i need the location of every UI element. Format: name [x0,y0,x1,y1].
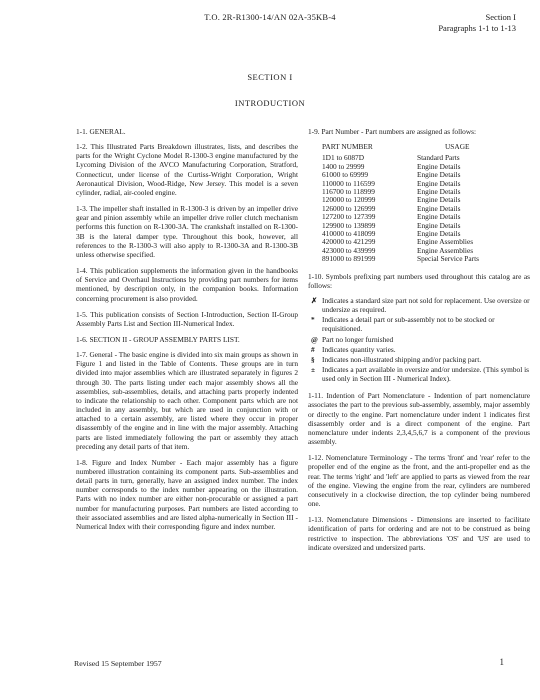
symbol-entry [308,355,530,364]
part-number-range: 129900 to 139899 [322,220,376,230]
symbol-description: Indicates a part available in oversize and/or undersize. (This symbol is used only in Section III - Numerical Index). [322,365,529,384]
symbol-description: Part no longer furnished [322,334,394,344]
part-number-range: 891000 to 891999 [322,254,376,264]
part-usage: Engine Assemblies [417,237,474,247]
part-number-row [308,255,530,263]
paragraph-1-8: 1-8. Figure and Index Number - Each major assembly has a figure numbered illustration containing its component parts. Sub-assemblies and detail parts in turn, generally, have an assigned index number. The index number corresponds to the index number appearing on the illustration. Parts with no index number are either non-procurable or assigned a part number for manufacturing purposes. Part numbers are listed according to their associated assemblies and are listed alpha-numerically in Section III - Numerical Index with their corresponding figure and index number. [76,457,298,531]
part-usage: Engine Details [417,195,461,205]
symbol-description: Indicates a standard size part not sold for replacement. Use oversize or undersize as required. [322,295,530,315]
paragraph-1-7: 1-7. General - The basic engine is divided into six main groups as shown in Figure 1 and listed in the Table of Contents. These groups are in turn divided into major assemblies which are illustrated separately in figures 2 through 30. The parts listing under each major assembly shows all the assemblies, sub-assemblies, details, and attaching parts properly indented to indicate the relationship to each other. Component parts which are not included in any assembly, but which are used in conjunction with or attached to a certain assembly, are listed where they occur in proper disassembly of the engine and in line with the major assembly. Attaching parts are listed immediately following the part or assembly they attach preceding any detail parts of that item. [76,350,298,451]
usage-header: USAGE [445,142,470,152]
paragraph-1-13: 1-13. Nomenclature Dimensions - Dimensions are inserted to facilitate identification of parts for ordering and are not to be construed as being restrictive to inspection. The abbreviations 'OS' and 'US' are used to indicate oversized and undersized parts. [308,515,530,552]
symbol-list [308,296,530,383]
part-number-range: 126000 to 126999 [322,203,376,213]
left-column [76,127,298,538]
symbol-glyph: @ [311,334,318,344]
part-usage: Engine Details [417,203,461,213]
symbol-description: Indicates non-illustrated shipping and/or packing part. [322,354,482,364]
symbol-glyph: ± [311,365,316,374]
symbol-description: Indicates a detail part or sub-assembly not to be stocked or requisitioned. [322,315,495,334]
part-number-table [308,142,530,263]
paragraph-range: Paragraphs 1-1 to 1-13 [438,22,516,33]
symbol-description: Indicates quantity varies. [322,344,396,354]
part-usage: Standard Parts [417,153,460,163]
part-usage: Engine Details [417,170,461,180]
part-number-range: 410000 to 418099 [322,228,376,238]
part-number-range: 127200 to 127399 [322,212,376,222]
symbol-entry [308,335,530,344]
part-number-range: 1D1 to 6087D [322,153,365,163]
part-usage: Special Service Parts [417,254,479,264]
symbol-glyph: § [311,354,315,364]
part-number-range: 110000 to 116599 [322,178,375,188]
paragraph-1-4: 1-4. This publication supplements the information given in the handbooks of Service and Overhaul Instructions by providing part numbers for items mentioned, by description only, in the companion books. Information concerning procurement is also provided. [76,266,298,303]
paragraph-1-5: 1-5. This publication consists of Section I-Introduction, Section II-Group Assembly Parts List and Section III-Numerical Index. [76,309,298,328]
part-usage: Engine Details [417,212,461,222]
part-usage: Engine Details [417,228,461,238]
symbol-glyph: # [311,344,315,354]
part-usage: Engine Details [417,178,461,188]
section-title: SECTION I [247,72,293,82]
right-column [308,127,530,559]
part-usage: Engine Details [417,161,461,171]
part-number-range: 120000 to 120999 [322,195,376,205]
paragraph-1-3: 1-3. The impeller shaft installed in R-1300-3 is driven by an impeller drive gear and pinion assembly while an impeller drive roller clutch mechanism performs this function on R-1300-3A. The crankshaft installed on R-1300-3B is the lateral damper type. Throughout this book, however, all references to the R-1300-3 will also apply to R-1300-3A and R-1300-3B unless otherwise specified. [76,204,298,259]
section-reference [438,12,516,33]
part-number-range: 423000 to 439999 [322,245,376,255]
symbol-entry [308,296,530,314]
part-number-range: 61000 to 69999 [322,170,369,180]
section-subtitle: INTRODUCTION [234,98,306,108]
paragraph-1-9: 1-9. Part Number - Part numbers are assigned as follows: [308,127,477,136]
paragraph-1-6: 1-6. SECTION II - GROUP ASSEMBLY PARTS LIST. [76,334,240,344]
revision-date: Revised 15 September 1957 [74,659,162,668]
part-number-range: 1400 to 29999 [322,161,365,171]
section-label: Section I [485,12,516,22]
paragraph-1-11: 1-11. Indention of Part Nomenclature - Indention of part nomenclature associates the part to the previous sub-assembly, assembly, major assembly or directly to the engine. Part nomenclature under indent 1 indicates first disassembly order and is a direct component of the engine. Part nomenclature under indents 2,3,4,5,6,7 is a component of the previous assembly. [308,391,530,447]
document-number: T.O. 2R-R1300-14/AN 02A-35KB-4 [204,12,336,22]
part-usage: Engine Assemblies [417,245,474,255]
symbol-entry [308,345,530,354]
paragraph-1-2: 1-2. This Illustrated Parts Breakdown illustrates, lists, and describes the parts for the Wright Cyclone Model R-1300-3 engine manufactured by the Lycoming Division of the AVCO Manufacturing Corporation, Stratford, Connecticut, under license of the Curtiss-Wright Corporation, Wright Aeronautical Division, Wood-Ridge, New Jersey. This model is a seven cylinder, radial, air-cooled engine. [76,142,298,197]
symbol-entry [308,365,530,383]
part-number-range: 116700 to 118999 [322,186,375,196]
paragraph-1-12: 1-12. Nomenclature Terminology - The terms 'front' and 'rear' refer to the propeller end of the engine as the front, and the anti-propeller end as the rear. The terms 'right' and 'left' are applied to parts as viewed from the rear of the engine. Viewing the engine from the rear, cylinders are numbered consecutively in a clockwise direction, the top cylinder being numbered one. [308,453,530,509]
part-number-range: 420000 to 421299 [322,237,376,247]
part-usage: Engine Details [417,220,461,230]
page-number: 1 [499,657,504,667]
symbol-entry [308,315,530,333]
symbol-glyph: * [311,315,315,325]
paragraph-1-10: 1-10. Symbols prefixing part numbers used throughout this catalog are as follows: [308,271,530,290]
paragraph-1-1: 1-1. GENERAL. [76,127,126,136]
part-number-header: PART NUMBER [322,142,373,152]
symbol-glyph: ✗ [311,295,318,305]
part-usage: Engine Details [417,186,461,196]
